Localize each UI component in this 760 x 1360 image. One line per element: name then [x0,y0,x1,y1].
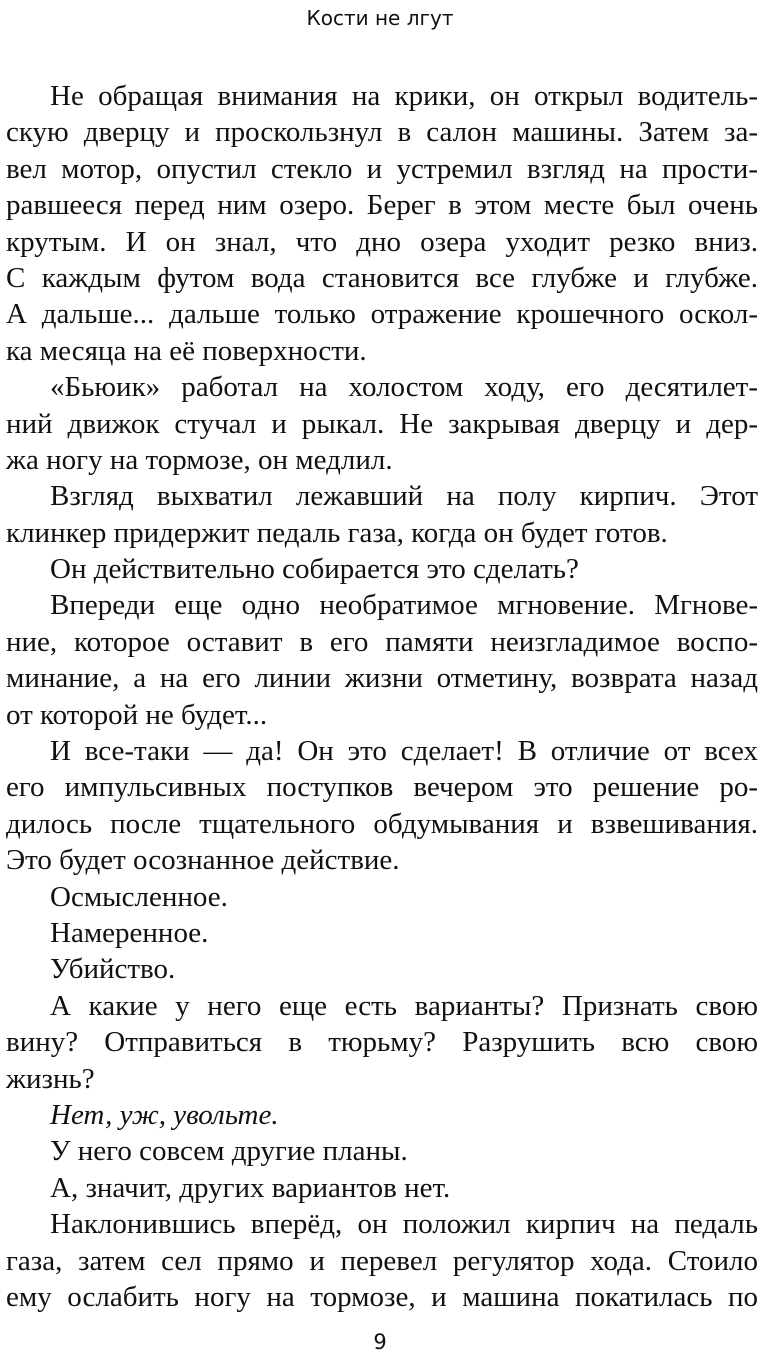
paragraph [6,551,758,587]
text-line: жа ногу на тормозе, он медлил. [6,443,393,476]
text-line: жизнь? [6,1062,95,1095]
text-line: Наклонившись вперёд, он положил кирпич на педаль [50,1208,758,1241]
paragraph [6,733,758,879]
text-line: вину? Отправиться в тюрьму? Разрушить всю свою [6,1026,758,1059]
text-line: Взгляд выхватил лежавший на полу кирпич. Этот [50,480,758,513]
text-line: равшееся перед ним озеро. Берег в этом месте был очень [6,189,758,222]
paragraph [6,587,758,733]
text-line: А какие у него еще есть варианты? Признать свою [50,989,758,1022]
text-line: Впереди еще одно необратимое мгновение. Мгнове- [50,589,758,622]
paragraph [6,1170,758,1206]
text-line: вел мотор, опустил стекло и устремил взгляд на прости- [6,152,758,185]
text-line: ка месяца на её поверхности. [6,334,367,367]
text-line: И все-таки — да! Он это сделает! В отличие от всех [50,735,758,768]
paragraph [6,478,758,551]
paragraph [6,1133,758,1169]
text-line: Он действительно собирается это сделать? [50,553,579,586]
text-line: крутым. И он знал, что дно озера уходит резко вниз. [6,225,758,258]
paragraph [6,879,758,915]
paragraph [6,915,758,951]
text-line: Убийство. [50,953,176,986]
paragraph [6,1206,758,1315]
text-body [6,78,758,1315]
text-line: А дальше... дальше только отражение крошечного оскол- [6,298,758,331]
text-line: минание, а на его линии жизни отметину, возврата назад [6,662,758,695]
text-line: Нет, уж, увольте. [50,1098,279,1131]
text-line: ему ослабить ногу на тормозе, и машина покатилась по [6,1280,758,1313]
text-line: Не обращая внимания на крики, он открыл водитель- [50,80,758,112]
text-line: ний движок стучал и рыкал. Не закрывая дверцу и дер- [6,407,758,440]
text-line: А, значит, других вариантов нет. [50,1171,451,1204]
text-line: от которой не будет... [6,698,268,731]
text-line: клинкер придержит педаль газа, когда он будет готов. [6,516,668,549]
text-line: газа, затем сел прямо и перевел регулятор хода. Стоило [6,1244,758,1277]
text-line: ние, которое оставит в его памяти неизгладимое воспо- [6,625,758,658]
text-line: скую дверцу и проскользнул в салон машины. Затем за- [6,116,758,149]
paragraph [6,951,758,987]
paragraph [6,988,758,1097]
page-number: 9 [373,1330,387,1354]
paragraph [6,78,758,369]
text-line: С каждым футом вода становится все глубже и глубже. [6,261,758,294]
paragraph [6,1097,758,1133]
text-line: «Бьюик» работал на холостом ходу, его десятилет- [50,371,758,404]
paragraph [6,369,758,478]
text-line: Это будет осознанное действие. [6,844,400,877]
text-line: Намеренное. [50,916,209,949]
text-line: У него совсем другие планы. [50,1135,408,1168]
text-line: его импульсивных поступков вечером это решение ро- [6,771,758,804]
text-line: Осмысленное. [50,880,228,913]
text-line: дилось после тщательного обдумывания и взвешивания. [6,807,758,840]
running-head: Кости не лгут [306,6,454,30]
